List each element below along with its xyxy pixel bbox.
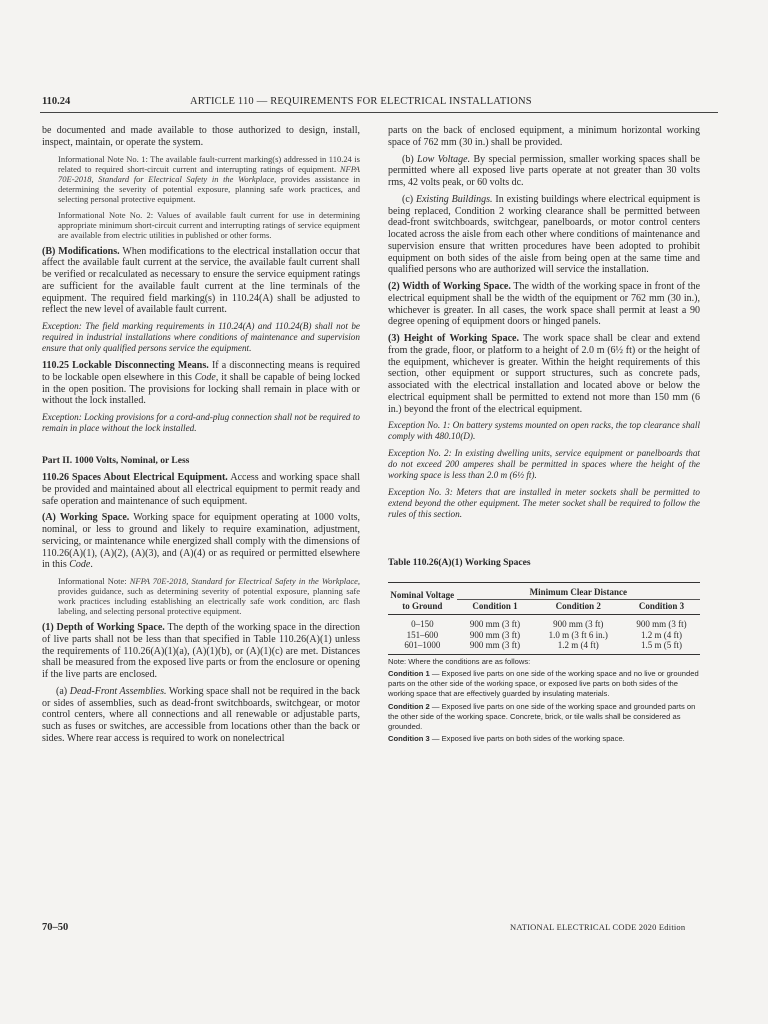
table-cell: 900 mm (3 ft): [469, 619, 521, 630]
table-header-voltage: Nominal Voltage to Ground: [388, 583, 457, 615]
existing-buildings-paragraph: (c) Existing Buildings. In existing buildings where electrical equipment is being replaced, Condition 2 working clearance shall be permitted between dead-front switchboards, switchgear, panelboards, or motor control centers located across the aisle from each other where conditions of maintenance and supervision ensure that written procedures have been adopted to prohibit equipment on both sides of the aisle from being open at the same time and qualified persons who are authorized will service the installation.: [388, 193, 700, 276]
height-paragraph: (3) Height of Working Space. The work space shall be clear and extend from the grade, floor, or platform to a height of 2.0 m (6½ ft) or the height of the equipment, whichever is greater. Within the height requirements of this section, other equipment or support structures, such as concrete pads, associated with the electrical installation and located above or below the electrical equipment shall be permitted to extend not more than 150 mm (6 in.) beyond the front of the electrical equipment.: [388, 333, 700, 415]
table-note-condition-1: Condition 1 — Exposed live parts on one side of the working space and no live or grounded parts on the other side of the working space, or exposed live parts on both sides of the working space that are effectively guarded by insulating materials.: [388, 668, 699, 699]
table-row: [388, 630, 700, 641]
height-exception-2: Exception No. 2: In existing dwelling units, service equipment or panelboards that do not exceed 200 amperes shall be permitted in spaces where the height of the working space is less than 2.0 m (6½ ft).: [388, 448, 700, 481]
table-header-group: Minimum Clear Distance: [457, 583, 700, 600]
table-note-condition-3: Condition 3 — Exposed live parts on both sides of the working space.: [388, 734, 625, 744]
table-cell: 1.0 m (3 ft 6 in.): [548, 629, 608, 640]
height-exception-3: Exception No. 3: Meters that are installed in meter sockets shall be permitted to extend beyond the other equipment. The meter socket shall be required to follow the rules of this section.: [388, 487, 700, 520]
header-rule: [40, 112, 718, 113]
table-cell: 151–600: [406, 629, 439, 640]
right-column: [388, 125, 700, 744]
working-space-heading: (A) Working Space.: [42, 512, 130, 524]
working-space-paragraph: (A) Working Space. Working space for equipment operating at 1000 volts, nominal, or less to ground and likely to require examination, adjustment, servicing, or maintenance while energized shall comply with the dimensions of 110.26(A)(1), (A)(2), (A)(3), and (A)(4) or as required or permitted elsewhere in this Code.: [42, 512, 360, 571]
table-cell: 0–150: [411, 619, 434, 630]
height-exception-1: Exception No. 1: On battery systems mounted on open racks, the top clearance shall comply with 480.10(D).: [388, 420, 700, 442]
modifications-exception: Exception: The field marking requirements in 110.24(A) and 110.24(B) shall not be required in industrial installations where conditions of maintenance and supervision ensure that only qualified persons service the equipment.: [42, 321, 360, 353]
header-section-number: 110.24: [42, 96, 71, 107]
table-cell: 601–1000: [388, 640, 457, 654]
table-header-condition-1: Condition 1: [457, 599, 534, 615]
intro-paragraph: be documented and made available to those authorized to design, install, inspect, maintain, or operate the system.: [42, 125, 360, 148]
table-header-condition-2: Condition 2: [533, 599, 623, 615]
section-110-26-heading: 110.26 Spaces About Electrical Equipment.: [42, 472, 228, 483]
left-column: [42, 125, 360, 750]
depth-paragraph: (1) Depth of Working Space. The depth of the working space in the direction of live parts shall not be less than that specified in Table 110.26(A)(1) unless the requirements of 110.26(A)(1)(a), (A)(1)(b), or (A)(1)(c) are met. Distances shall be measured from the exposed live parts or from the enclosure or opening if the live parts are enclosed.: [42, 622, 360, 680]
table-cell: 900 mm (3 ft): [553, 619, 604, 630]
header-article-title: ARTICLE 110 — REQUIREMENTS FOR ELECTRICAL INSTALLATIONS: [190, 96, 532, 107]
section-110-25-heading: 110.25 Lockable Disconnecting Means.: [42, 360, 209, 371]
width-paragraph: (2) Width of Working Space. The width of the working space in front of the electrical equipment shall be the width of the equipment or 762 mm (30 in.), whichever is greater. In all cases, the work space shall permit at least a 90 degree opening of equipment doors or hinged panels.: [388, 281, 701, 328]
depth-heading: (1) Depth of Working Space.: [42, 622, 165, 633]
lockable-exception: Exception: Locking provisions for a cord-and-plug connection shall not be required to remain in place without the lock installed.: [42, 412, 360, 433]
modifications-paragraph: (B) Modifications. When modifications to the electrical installation occur that affect the available fault current at the service, the available fault current shall be verified or recalculated as necessary to ensure the service equipment ratings are sufficient for the available fault current at the line terminals of the equipment. The required field marking(s) in 110.24(A) shall be adjusted to reflect the new level of available fault current.: [42, 245, 360, 316]
table-header-condition-3: Condition 3: [623, 599, 700, 615]
informational-note-2: Informational Note No. 2: Values of available fault current for use in determining appropriate minimum short-circuit current and interrupting ratings of service equipment are available from electric utilities in published or other forms.: [58, 209, 360, 240]
section-110-26: 110.26 Spaces About Electrical Equipment. Access and working space shall be provided and maintained about all electrical equipment to permit ready and safe operation and maintenance of such equipment.: [42, 472, 360, 507]
table-cell: 1.2 m (4 ft): [533, 640, 623, 654]
dead-front-paragraph: (a) Dead-Front Assemblies. Working space shall not be required in the back or sides of assemblies, such as dead-front switchboards, switchgear, or motor control centers, where all connections and all renewable or adjustable parts, such as fuses or switches, are accessible from locations other than the back or sides. Where rear access is required to work on nonelectrical: [42, 685, 360, 744]
table-note-intro: Note: Where the conditions are as follows:: [388, 656, 531, 666]
table-cell: 900 mm (3 ft): [636, 619, 687, 630]
informational-note-1: Informational Note No. 1: The available fault-current marking(s) addressed in 110.24 is related to required short-circuit current and interrupting ratings of equipment. NFPA 70E-2018, Standard for Electrical Safety in the Workplace, provides assistance in determining the severity of potential exposure, planning safe work practices, and selecting personal protective equipment.: [58, 153, 360, 204]
table-cell: 900 mm (3 ft): [469, 629, 521, 640]
width-heading: (2) Width of Working Space.: [388, 281, 511, 292]
table-cell: 1.5 m (5 ft): [623, 640, 700, 654]
section-110-25: 110.25 Lockable Disconnecting Means. If a disconnecting means is required to be lockable open elsewhere in this Code, it shall be capable of being locked in the open position. The provisions for locking shall remain in place with or without the lock installed.: [42, 360, 360, 407]
low-voltage-paragraph: (b) Low Voltage. By special permission, smaller working spaces shall be permitted where all exposed live parts operate at not greater than 30 volts rms, 42 volts peak, or 60 volts dc.: [388, 153, 700, 188]
modifications-heading: (B) Modifications.: [42, 245, 120, 257]
table-row: [388, 615, 700, 630]
footer-page-number: 70–50: [42, 922, 69, 933]
informational-note-working-space: Informational Note: NFPA 70E-2018, Standard for Electrical Safety in the Workplace, provides guidance, such as determining severity of potential exposure, planning safe work practices including establishing an electrically safe work condition, arc flash labeling, and selecting personal protective equipment.: [58, 576, 361, 616]
table-cell: 900 mm (3 ft): [457, 640, 534, 654]
table-cell: 1.2 m (4 ft): [641, 629, 683, 640]
table-caption: Table 110.26(A)(1) Working Spaces: [388, 558, 531, 569]
continued-paragraph: parts on the back of enclosed equipment, a minimum horizontal working space of 762 mm (30 in.) shall be provided.: [388, 125, 700, 148]
footer-edition: NATIONAL ELECTRICAL CODE 2020 Edition: [510, 922, 686, 932]
part-ii-heading: Part II. 1000 Volts, Nominal, or Less: [42, 456, 190, 466]
table-note-condition-2: Condition 2 — Exposed live parts on one side of the working space and grounded parts on the other side of the working space. Concrete, brick, or tile walls shall be considered as grounded.: [388, 701, 696, 731]
working-spaces-table: [388, 582, 700, 655]
height-heading: (3) Height of Working Space.: [388, 333, 519, 344]
table-row: [388, 640, 700, 654]
